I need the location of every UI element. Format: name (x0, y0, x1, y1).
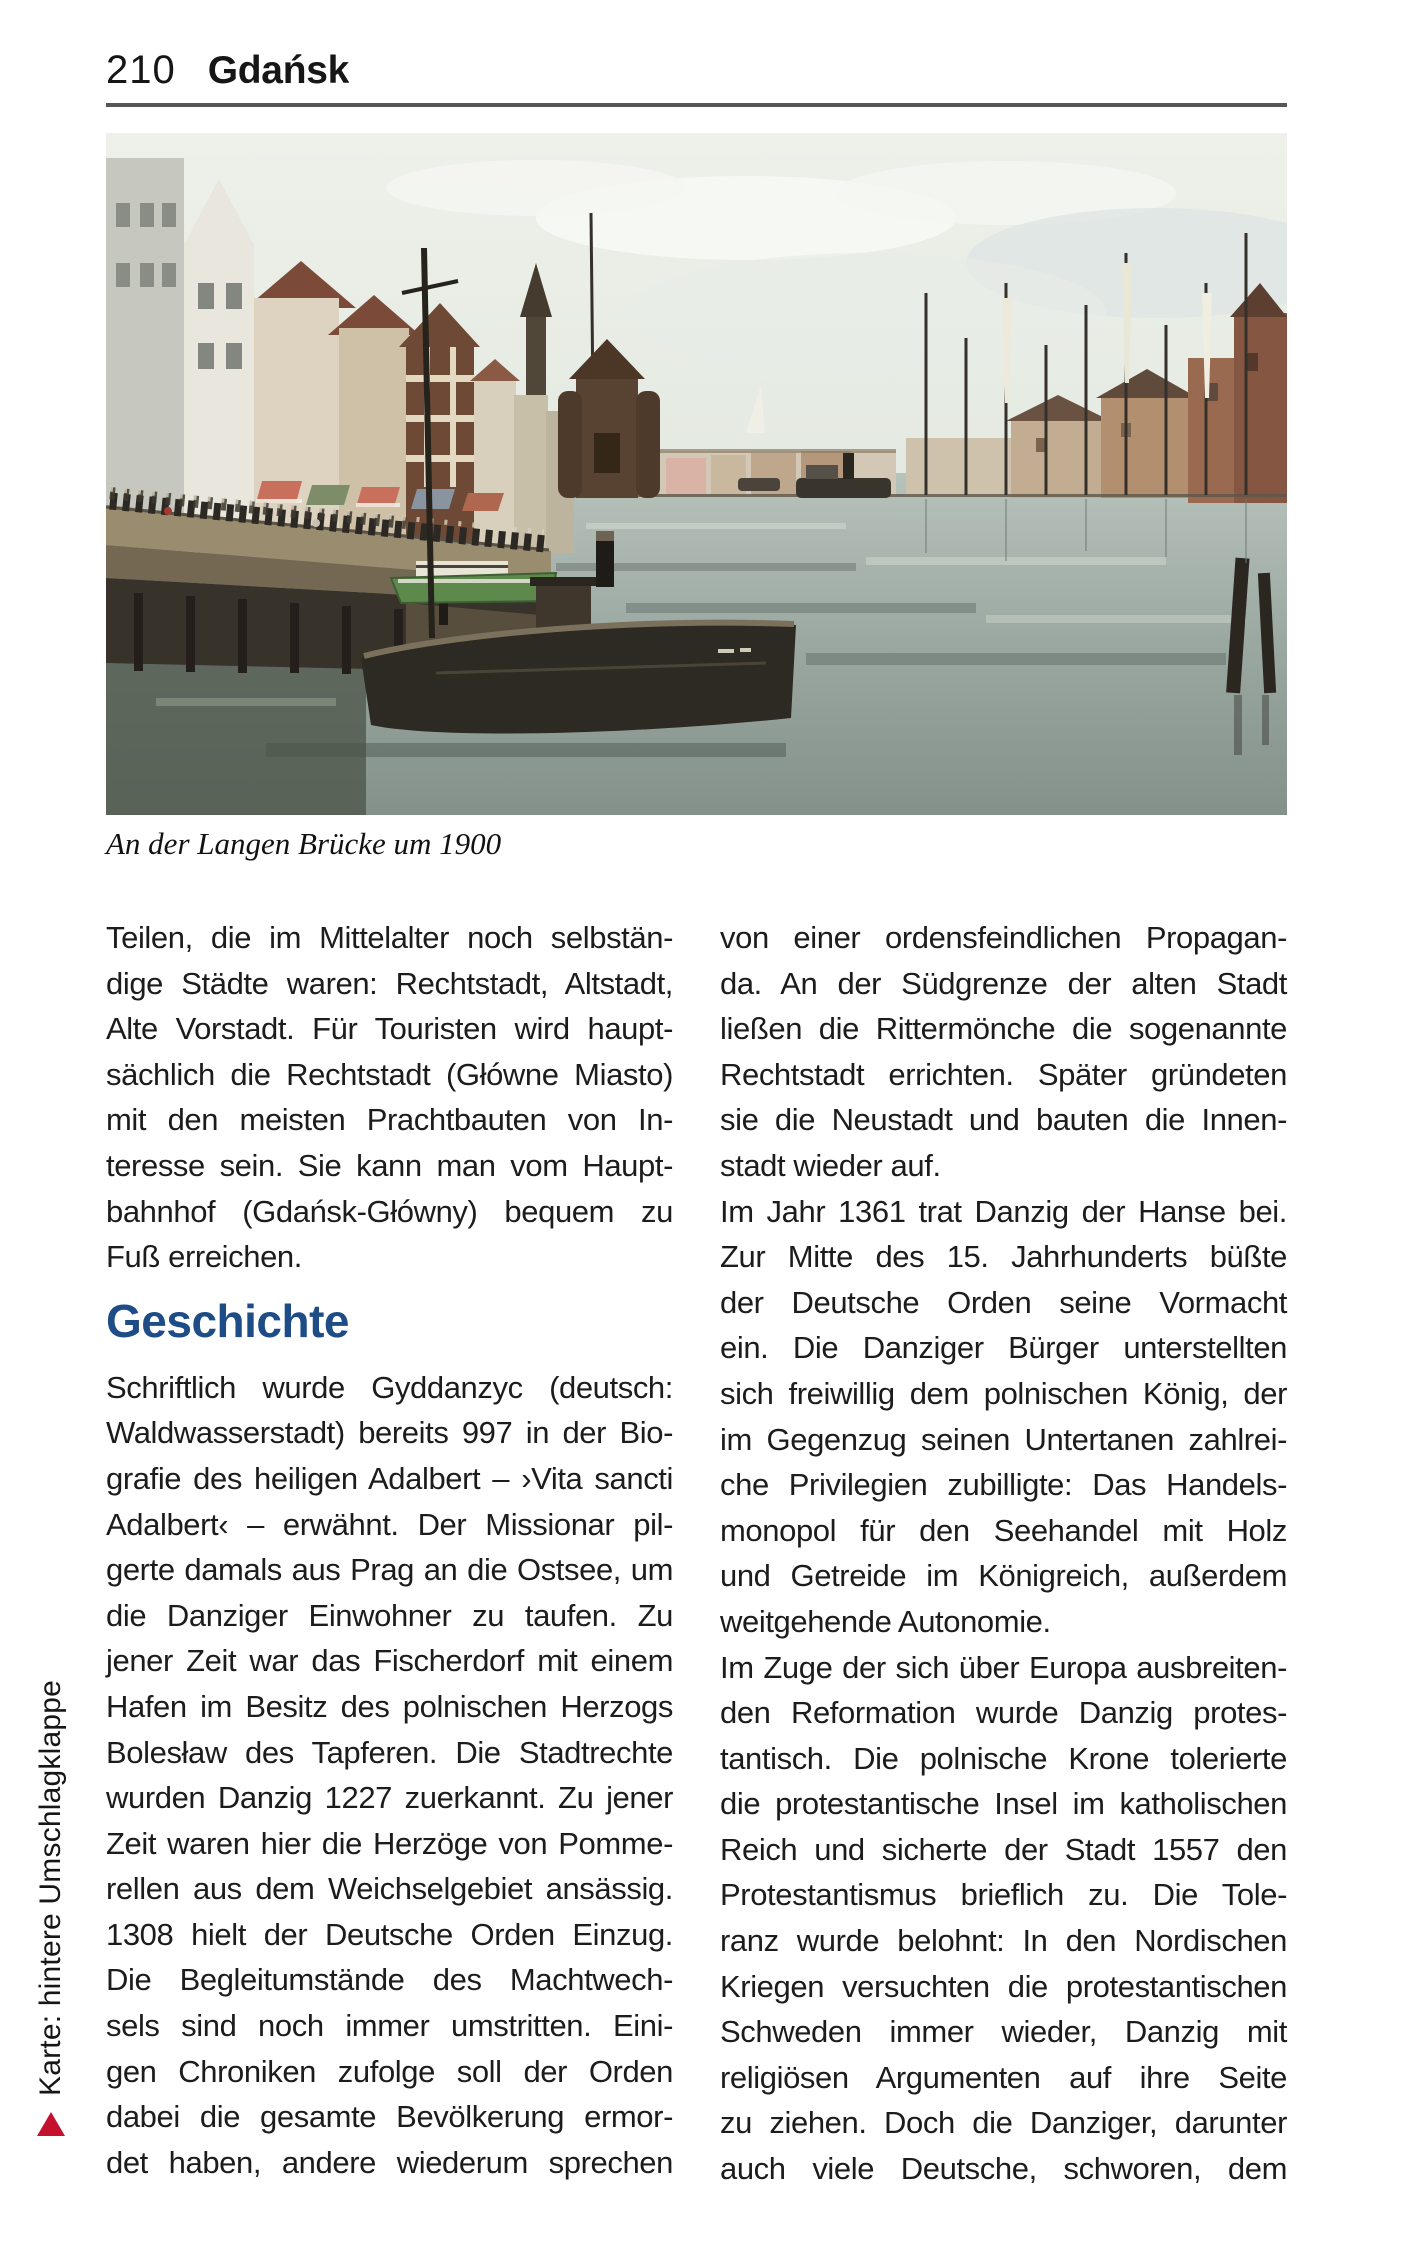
body-text (106, 915, 1287, 2192)
text-line: Schweden immer wieder, Danzig mit (720, 2014, 1287, 2050)
header-rule (106, 103, 1287, 107)
text-line: Waldwasserstadt) bereits 997 in der Bio- (106, 1415, 673, 1451)
text-line: die Danziger Einwohner zu taufen. Zu (106, 1597, 673, 1633)
map-marker-triangle-icon (37, 2112, 65, 2136)
section-heading-geschichte: Geschichte (106, 1294, 349, 1347)
text-line: religiösen Argumenten auf ihre Seite (720, 2059, 1287, 2095)
text-line: im Gegenzug seinen Untertanen zahlrei- (720, 1421, 1287, 1457)
text-line: Adalbert‹ – erwähnt. Der Missionar pil- (106, 1506, 673, 1542)
text-line: da. An der Südgrenze der alten Stadt (720, 965, 1287, 1001)
text-line: monopol für den Seehandel mit Holz (720, 1512, 1287, 1548)
paragraph (720, 915, 1287, 1189)
text-line: gerte damals aus Prag an die Ostsee, um (106, 1552, 673, 1588)
text-line: Hafen im Besitz des polnischen Herzogs (106, 1688, 673, 1724)
text-line: Im Zuge der sich über Europa ausbreiten- (720, 1649, 1287, 1685)
text-line: 1308 hielt der Deutsche Orden Einzug. (106, 1916, 673, 1952)
text-line: jener Zeit war das Fischerdorf mit einem (106, 1643, 673, 1679)
text-line: Kriegen versuchten die protestantischen (720, 1968, 1287, 2004)
text-line: ranz wurde belohnt: In den Nordischen (720, 1923, 1287, 1959)
text-line: tantisch. Die polnische Krone tolerierte (720, 1740, 1287, 1776)
text-line: grafie des heiligen Adalbert – ›Vita sancti (106, 1460, 673, 1496)
harbor-photo-illustration (106, 133, 1287, 815)
text-line: det haben, andere wiederum sprechen (106, 2144, 673, 2180)
sidebar-note (34, 1680, 68, 2136)
paragraph (106, 915, 673, 1280)
text-line: ein. Die Danziger Bürger unterstellten (720, 1330, 1287, 1366)
text-column-left (106, 915, 673, 2192)
text-line: Schriftlich wurde Gyddanzyc (deutsch: (106, 1369, 673, 1405)
text-line: der Deutsche Orden seine Vormacht (720, 1284, 1287, 1320)
paragraph (720, 1645, 1287, 2192)
text-line: auch viele Deutsche, schworen, dem (720, 2151, 1287, 2187)
page-number: 210 (106, 48, 176, 92)
sidebar-label: Karte: hintere Umschlagklappe (34, 1679, 67, 2096)
text-line: sich freiwillig dem polnischen König, der (720, 1375, 1287, 1411)
text-line: Bolesław des Tapferen. Die Stadtrechte (106, 1734, 673, 1770)
text-line: Die Begleitumstände des Machtwech- (106, 1962, 673, 1998)
text-line: che Privilegien zubilligte: Das Handels- (720, 1467, 1287, 1503)
harbor-photo (106, 133, 1287, 815)
text-line: dige Städte waren: Rechtstadt, Altstadt, (106, 965, 673, 1001)
text-line: Zeit waren hier die Herzöge von Pomme- (106, 1825, 673, 1861)
page-header (106, 48, 1287, 93)
paragraph (106, 1365, 673, 2186)
text-line: sels sind noch immer umstritten. Eini- (106, 2008, 673, 2044)
text-line: ließen die Rittermönche die sogenannte (720, 1011, 1287, 1047)
text-line: zu ziehen. Doch die Danziger, darunter (720, 2105, 1287, 2141)
text-line: sie die Neustadt und bauten die Innen- (720, 1102, 1287, 1138)
photo-caption: An der Langen Brücke um 1900 (106, 826, 502, 861)
text-line: Reich und sicherte der Stadt 1557 den (720, 1831, 1287, 1867)
text-line: stadt wieder auf. (720, 1147, 941, 1183)
text-line: teresse sein. Sie kann man vom Haupt- (106, 1147, 673, 1183)
text-line: Alte Vorstadt. Für Touristen wird haupt- (106, 1011, 673, 1047)
text-line: mit den meisten Prachtbauten von In- (106, 1102, 673, 1138)
page-title: Gdańsk (207, 49, 350, 92)
text-line: dabei die gesamte Bevölkerung ermor- (106, 2099, 673, 2135)
text-line: rellen aus dem Weichselgebiet ansässig. (106, 1871, 673, 1907)
text-line: Im Jahr 1361 trat Danzig der Hanse bei. (720, 1193, 1287, 1229)
text-line: wurden Danzig 1227 zuerkannt. Zu jener (106, 1780, 673, 1816)
text-column-right (720, 915, 1287, 2192)
text-line: bahnhof (Gdańsk-Główny) bequem zu (106, 1193, 673, 1229)
text-line: Zur Mitte des 15. Jahrhunderts büßte (720, 1239, 1287, 1275)
text-line: sächlich die Rechtstadt (Główne Miasto) (106, 1056, 673, 1092)
text-line: von einer ordensfeindlichen Propagan- (720, 920, 1287, 955)
text-line: Fuß erreichen. (106, 1239, 302, 1275)
paragraph (720, 1189, 1287, 1645)
text-line: Rechtstadt errichten. Später gründeten (720, 1056, 1287, 1092)
text-line: weitgehende Autonomie. (720, 1603, 1051, 1639)
text-line: und Getreide im Königreich, außerdem (720, 1558, 1287, 1594)
text-line: Protestantismus brieflich zu. Die Tole- (720, 1877, 1287, 1913)
text-line: Teilen, die im Mittelalter noch selbstän- (106, 920, 673, 955)
text-line: den Reformation wurde Danzig protes- (720, 1695, 1287, 1731)
text-line: gen Chroniken zufolge soll der Orden (106, 2053, 673, 2089)
text-line: die protestantische Insel im katholischen (720, 1786, 1287, 1822)
